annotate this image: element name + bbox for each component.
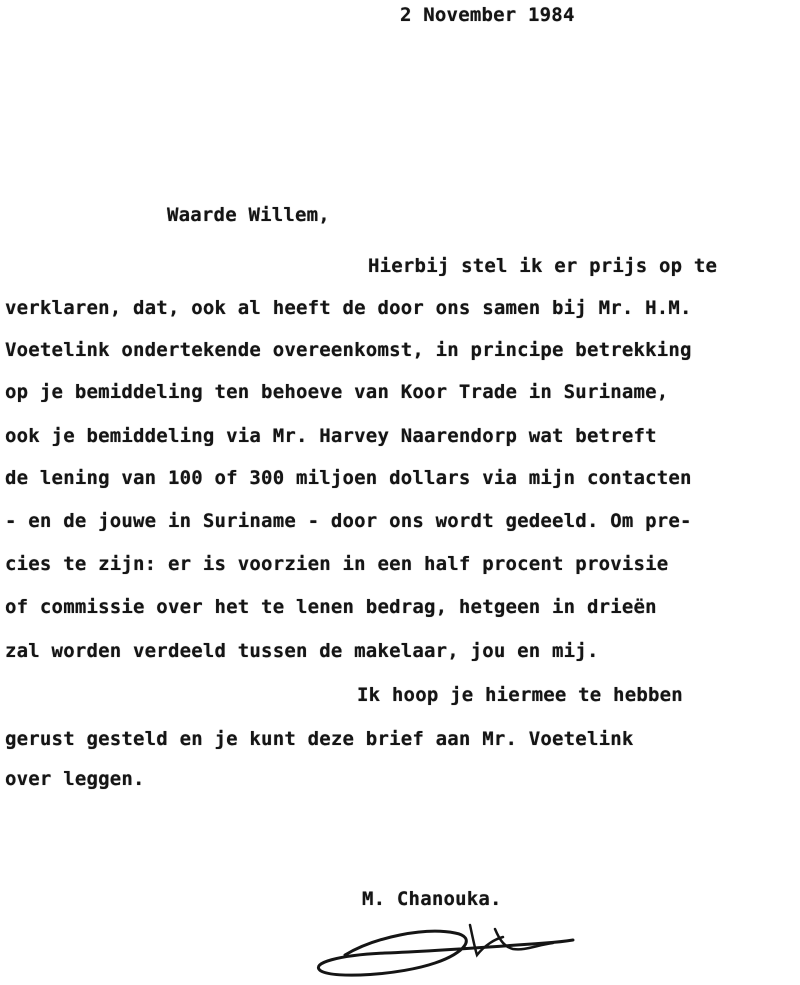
paragraph-1-line-2: verklaren, dat, ook al heeft de door ons samen bij Mr. H.M. xyxy=(5,297,692,319)
paragraph-1-line-1: Hierbij stel ik er prijs op te xyxy=(368,255,718,277)
paragraph-1-line-8: cies te zijn: er is voorzien in een half procent provisie xyxy=(5,553,669,575)
letter-date: 2 November 1984 xyxy=(400,4,575,26)
paragraph-1-line-9: of commissie over het te lenen bedrag, hetgeen in drieën xyxy=(5,596,657,618)
paragraph-1-line-4: op je bemiddeling ten behoeve van Koor Trade in Suriname, xyxy=(5,381,669,403)
signature-stroke-main xyxy=(318,931,573,975)
paragraph-1-line-6: de lening van 100 of 300 miljoen dollars via mijn contacten xyxy=(5,467,692,489)
paragraph-1-line-7: - en de jouwe in Suriname - door ons wordt gedeeld. Om pre- xyxy=(5,510,692,532)
signature-stroke-letter xyxy=(470,925,503,955)
signoff-name: M. Chanouka. xyxy=(362,888,502,910)
paragraph-1-line-10: zal worden verdeeld tussen de makelaar, jou en mij. xyxy=(5,640,599,662)
letter-salutation: Waarde Willem, xyxy=(167,204,330,226)
handwritten-signature xyxy=(305,915,585,985)
paragraph-2-line-3: over leggen. xyxy=(5,768,145,790)
paragraph-1-line-5: ook je bemiddeling via Mr. Harvey Naarendorp wat betreft xyxy=(5,425,657,447)
paragraph-2-line-1: Ik hoop je hiermee te hebben xyxy=(357,684,683,706)
paragraph-2-line-2: gerust gesteld en je kunt deze brief aan Mr. Voetelink xyxy=(5,728,634,750)
paragraph-1-line-3: Voetelink ondertekende overeenkomst, in principe betrekking xyxy=(5,339,692,361)
